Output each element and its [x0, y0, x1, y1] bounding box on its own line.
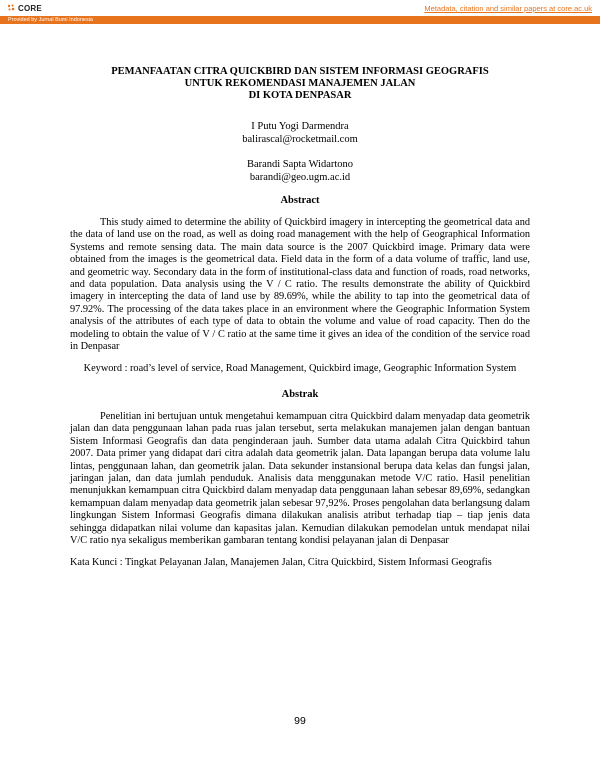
kata-kunci: Kata Kunci : Tingkat Pelayanan Jalan, Manajemen Jalan, Citra Quickbird, Sistem Informasi Geografis	[70, 557, 492, 569]
abstrak-heading: Abstrak	[281, 388, 319, 400]
core-header	[0, 0, 600, 16]
paper-page	[70, 66, 530, 570]
abstract-paragraph: This study aimed to determine the ability of Quickbird imagery in intercepting the geometrical data and the data of land use on the road, as well as doing road management with the help of Geographical Information Systems and remote sensing data. The main data source is the 2007 Quickbird image. Primary data were obtained from the images is the geometrical data. Field data in the form of a data volume of traffic, land use, and geometric way. Secondary data in the form of institutional-class data and function of roads, road networks, and data population. Data analysis using the V / C ratio. The results demonstrate the ability of Quickbird imagery in intercepting the data of land use by 89.69%, while the ability to tap into the geometrical data of 97.92%. The processing of the data takes place in an environment where the Geographic Information System analysis of the attributes of each type of data to obtain the volume and value of road capacity. Then do the modeling to obtain the value of V / C ratio at the same time it gives an idea of the condition of the service road in Denpasar	[70, 217, 530, 353]
author-block	[70, 120, 530, 146]
author-name: Barandi Sapta Widartono	[246, 159, 354, 170]
page-number: 99	[294, 715, 306, 727]
core-logo-icon	[6, 3, 16, 13]
author-block	[70, 158, 530, 184]
core-logo-text: CORE	[18, 3, 42, 13]
author-email: balirascal@rocketmail.com	[242, 134, 358, 145]
title-line: UNTUK REKOMENDASI MANAJEMEN JALAN	[184, 78, 416, 89]
title-line: DI KOTA DENPASAR	[248, 90, 352, 101]
title-line: PEMANFAATAN CITRA QUICKBIRD DAN SISTEM INFORMASI GEOGRAFIS	[111, 66, 489, 77]
core-metadata-link[interactable]: Metadata, citation and similar papers at core.ac.uk	[424, 4, 592, 13]
author-email: barandi@geo.ugm.ac.id	[249, 172, 351, 183]
paper-title	[70, 66, 530, 102]
provided-by-banner	[0, 16, 600, 24]
provided-by-text[interactable]: Provided by Jurnal Bumi Indonesia	[8, 17, 93, 23]
abstract-heading: Abstract	[280, 195, 320, 206]
author-name: I Putu Yogi Darmendra	[251, 121, 349, 132]
abstrak-paragraph: Penelitian ini bertujuan untuk mengetahui kemampuan citra Quickbird dalam menyadap data geometrik jalan dan data penggunaan lahan pada ruas jalan tersebut, serta melakukan manajemen jalan dengan bantuan Sistem Informasi Geografis dan data penginderaan jauh. Sumber data utama adalah Citra Quickbird tahun 2007. Data primer yang didapat dari citra adalah data geometrik jalan. Data lapangan berupa data volume lalu lintas, penggunaan lahan, dan geometrik jalan. Data sekunder instansional berupa data kelas dan fungsi jalan, jaringan jalan, dan data jumlah penduduk. Analisis data menggunakan metode V/C ratio. Hasil penelitian menunjukkan kemampuan citra Quickbird dalam menyadap data penggunaan lahan sebesar 89,69%, sedangkan kemampuan dalam menyadap data geometrik jalan sebesar 97,92%. Proses pengolahan data berlangsung dalam lingkungan Sistem Informasi Geografis dimana dilakukan analisis atribut terhadap tiap – tiap jenis data sehingga didapatkan nilai volume dan kapasitas jalan. Kemudian dilakukan pemodelan untuk mendapat nilai V/C ratio nya sekaligus memberikan gambaran tentang kondisi pelayanan jalan di Denpasar	[70, 410, 530, 546]
keywords: Keyword : road’s level of service, Road Management, Quickbird image, Geographic Information System	[83, 363, 517, 375]
core-logo[interactable]	[6, 3, 42, 13]
